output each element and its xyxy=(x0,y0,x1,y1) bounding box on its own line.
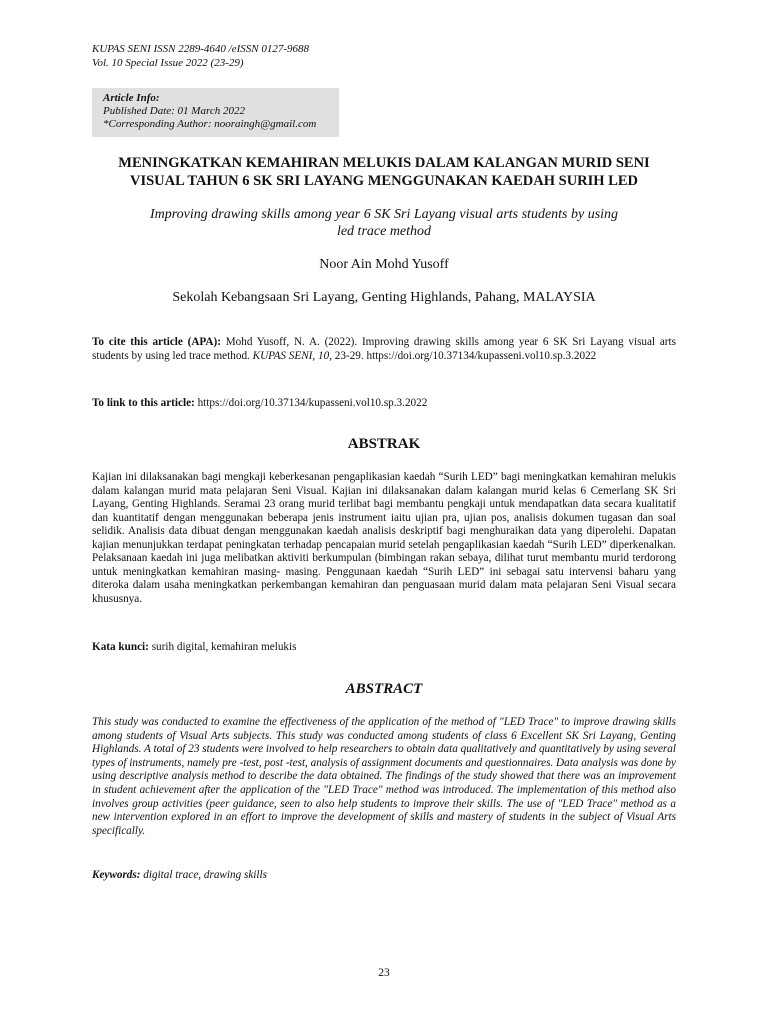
journal-volume: Vol. 10 Special Issue 2022 (23-29) xyxy=(92,57,244,69)
paper-title-line-1: MENINGKATKAN KEMAHIRAN MELUKIS DALAM KALANGAN MURID SENI xyxy=(118,155,650,171)
citation-volume: 10 xyxy=(318,349,330,362)
article-link-block xyxy=(92,396,676,410)
paper-subtitle xyxy=(92,206,676,240)
paper-title-line-2: VISUAL TAHUN 6 SK SRI LAYANG MENGGUNAKAN KAEDAH SURIH LED xyxy=(130,173,638,189)
article-link-label: To link to this article: xyxy=(92,397,195,409)
paper-subtitle-line-1: Improving drawing skills among year 6 SK Sri Layang visual arts students by using xyxy=(149,207,619,222)
citation-label: To cite this article (APA): xyxy=(92,336,221,348)
published-date: Published Date: 01 March 2022 xyxy=(103,105,245,117)
citation-journal: KUPAS SENI xyxy=(252,349,313,362)
kata-kunci-values: surih digital, kemahiran melukis xyxy=(148,641,297,653)
article-info-heading: Article Info: xyxy=(103,92,160,104)
kata-kunci xyxy=(92,640,676,654)
abstract-heading: ABSTRACT xyxy=(345,681,423,697)
author-name: Noor Ain Mohd Yusoff xyxy=(319,257,449,272)
journal-issn: KUPAS SENI ISSN 2289-4640 /eISSN 0127-9688 xyxy=(92,43,310,55)
citation-text-a: Mohd Yusoff, N. A. (2022). Improving drawing skills among year 6 SK Sri Layang visual arts students by using led trace method. xyxy=(92,336,676,362)
kata-kunci-label: Kata kunci: xyxy=(92,641,149,653)
paper-subtitle-line-2: led trace method xyxy=(336,224,432,239)
paper-title xyxy=(92,154,676,190)
citation-text-b[interactable]: , 23-29. https://doi.org/10.37134/kupasseni.vol10.sp.3.2022 xyxy=(329,349,597,362)
keywords xyxy=(92,868,676,882)
citation-sep: , xyxy=(312,349,319,362)
article-link-url[interactable]: https://doi.org/10.37134/kupasseni.vol10.sp.3.2022 xyxy=(194,397,428,409)
abstrak-heading: ABSTRAK xyxy=(347,436,421,452)
corresponding-author: *Corresponding Author: nooraingh@gmail.com xyxy=(103,118,317,130)
article-info-box xyxy=(92,88,339,137)
abstract-body: This study was conducted to examine the effectiveness of the application of the method of "LED Trace" to improve drawing skills among students of Visual Arts subjects. This study was conducted among students of class 6 Excellent SK Sri Layang, Genting Highlands. A total of 23 students were involved to help researchers to obtain data qualitatively and quantitatively by using several types of instruments, namely pre -test, post -test, analysis of assignment documents and questionnaires. Data analysis was done by using descriptive analysis method to describe the data obtained. The findings of the study showed that there was an improvement in student achievement after the application of the "LED Trace" method was introduced. The implementation of this method also involves group activities (peer guidance, seen to also help students to improve their skills. The use of "LED Trace" method as a new intervention explored in an effort to improve the development of skills and mastery of students in the subject of Visual Arts specifically. xyxy=(92,716,676,837)
keywords-values: digital trace, drawing skills xyxy=(140,869,267,881)
author-affiliation: Sekolah Kebangsaan Sri Layang, Genting Highlands, Pahang, MALAYSIA xyxy=(172,290,596,305)
journal-header xyxy=(92,42,309,70)
page-number: 23 xyxy=(378,967,390,979)
abstrak-body: Kajian ini dilaksanakan bagi mengkaji keberkesanan pengaplikasian kaedah “Surih LED” bagi meningkatkan kemahiran melukis dalam kalangan murid mata pelajaran Seni Visual. Kajian ini dilaksanakan dalam kalangan murid kelas 6 Cemerlang SK Sri Layang, Genting Highlands. Seramai 23 orang murid terlibat bagi membantu pengkaji untuk mendapatkan data secara kualitatif dan kuantitatif dengan menggunakan beberapa jenis instrument iaitu ujian pra, ujian pos, analisis dokumen tugasan dan soal selidik. Analisis data dibuat dengan menggunakan kaedah analisis deskriptif bagi menghuraikan data yang diperolehi. Dapatan kajian menunjukkan terdapat peningkatan terhadap pencapaian murid setelah pengaplikasian kaedah “Surih LED” diperkenalkan. Pelaksanaan kaedah ini juga melibatkan aktiviti berkumpulan (bimbingan rakan sebaya, dilihat turut membantu murid terdorong untuk meningkatkan kemahiran masing- masing. Penggunaan kaedah “Surih LED” ini sebagai satu intervensi baharu yang diteroka dalam usaha meningkatkan perkembangan kemahiran dan penguasaan murid dalam mata pelajaran Seni Visual secara khususnya. xyxy=(92,471,676,605)
citation-block xyxy=(92,336,676,363)
keywords-label: Keywords: xyxy=(92,869,141,881)
